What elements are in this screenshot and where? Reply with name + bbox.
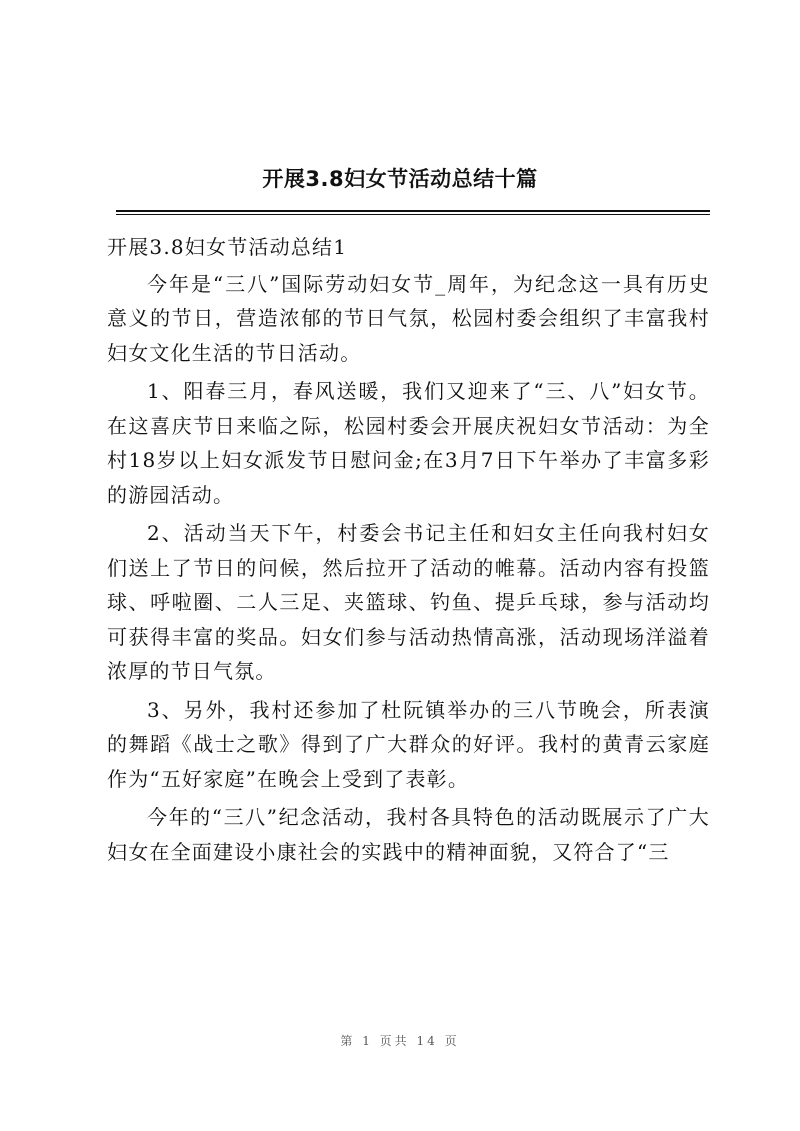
paragraph-item-1: 1、阳春三月，春风送暖，我们又迎来了“三、八”妇女节。在这喜庆节日来临之际，松园村委会开展庆祝妇女节活动：为全村18岁以上妇女派发节日慰问金;在3月7日下午举办了丰富多彩的游园活动。 [107, 379, 710, 507]
paragraph-intro: 今年是“三八”国际劳动妇女节_周年，为纪念这一具有历史意义的节日，营造浓郁的节日气氛，松园村委会组织了丰富我村妇女文化生活的节日活动。 [107, 271, 710, 365]
section-heading: 开展3.8妇女节活动总结1 [107, 235, 348, 259]
title-divider-thick [116, 210, 710, 212]
document-body [107, 230, 710, 873]
document-title: 开展3.8妇女节活动总结十篇 [262, 167, 538, 191]
paragraph-conclusion: 今年的“三八”纪念活动，我村各具特色的活动既展示了广大妇女在全面建设小康社会的实践中的精神面貌，又符合了“三 [107, 805, 710, 864]
paragraph-item-3: 3、另外，我村还参加了杜阮镇举办的三八节晚会，所表演的舞蹈《战士之歌》得到了广大群众的好评。我村的黄青云家庭作为“五好家庭”在晚会上受到了表彰。 [107, 697, 710, 791]
page-number-footer: 第 1 页共 14 页 [340, 1034, 460, 1048]
paragraph-item-2: 2、活动当天下午，村委会书记主任和妇女主任向我村妇女们送上了节日的问候，然后拉开了活动的帷幕。活动内容有投篮球、呼啦圈、二人三足、夹篮球、钓鱼、提乒乓球，参与活动均可获得丰富的奖品。妇女们参与活动热情高涨，活动现场洋溢着浓厚的节日气氛。 [107, 521, 710, 683]
title-divider-thin [116, 214, 710, 215]
